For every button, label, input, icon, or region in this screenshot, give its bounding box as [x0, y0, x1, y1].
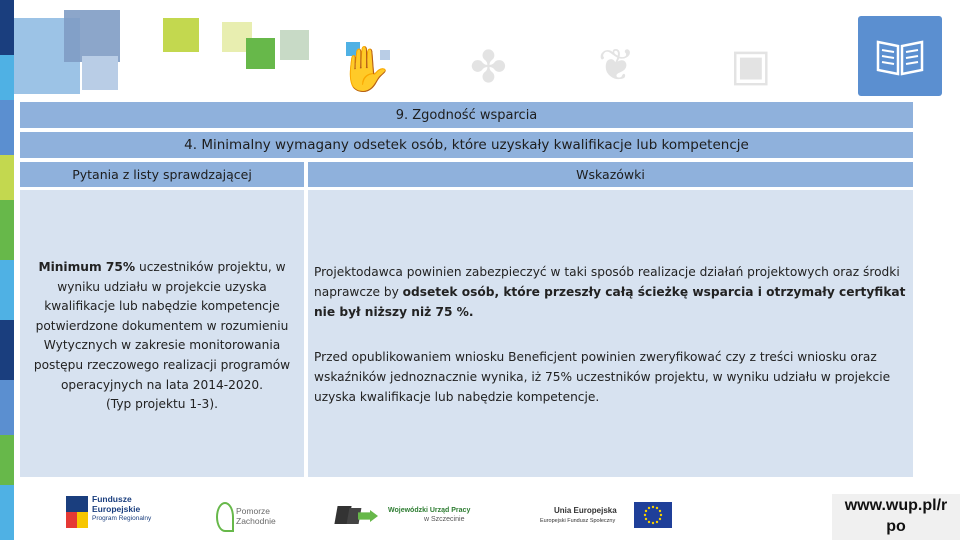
- ue-logo: [540, 500, 674, 534]
- book-icon: [858, 16, 942, 96]
- left-cell: [20, 190, 304, 477]
- right-para-1: [314, 262, 906, 322]
- leaves-icon: ❦: [598, 40, 635, 91]
- eu-stars-icon: [634, 502, 672, 528]
- fe-line3: Program Regionalny: [92, 515, 152, 522]
- url-line1: www.wup.pl/r: [844, 497, 948, 514]
- ue-line2: Europejski Fundusz Społeczny: [540, 518, 616, 524]
- deco-square: [64, 10, 120, 62]
- col-right-header: Wskazówki: [308, 162, 913, 187]
- pomorze-line1: Pomorze: [236, 506, 271, 516]
- left-color-bar: [0, 0, 14, 540]
- deco-square: [280, 30, 309, 60]
- deco-square: [163, 18, 199, 52]
- footer-url[interactable]: [832, 494, 960, 540]
- pomorze-line2: Zachodnie: [236, 516, 276, 526]
- fan-icon: ✤: [470, 42, 507, 93]
- deco-square: [82, 56, 118, 90]
- table-subtitle: 4. Minimalny wymagany odsetek osób, które uzyskały kwalifikacje lub kompetencje: [20, 132, 913, 158]
- wup-logo: [336, 500, 486, 534]
- right-p1-bold: odsetek osób, które przeszły całą ścieżkę wsparcia i otrzymały certyfikat nie był niższy niż 75 %.: [314, 285, 906, 319]
- left-bold-lead: Minimum 75%: [38, 260, 136, 274]
- col-left-header: Pytania z listy sprawdzającej: [20, 162, 304, 187]
- pomorze-logo: [216, 500, 286, 534]
- url-line2: po: [886, 518, 906, 535]
- ue-line1: Unia Europejska: [554, 506, 617, 515]
- left-note: (Typ projektu 1-3).: [106, 397, 218, 412]
- fe-line1: Fundusze: [92, 494, 132, 504]
- wup-line1: Wojewódzki Urząd Pracy: [388, 507, 471, 514]
- right-para-2: Przed opublikowaniem wniosku Beneficjent powinien zweryfikować czy z treści wniosku oraz wskaźników jednoznacznie wynika, iż 75% uczestników projektu, w wyniku udziału w projekcie uzyska kwalifikacje lub nabędzie kompetencje.: [314, 350, 891, 404]
- left-cell-text: [24, 258, 300, 415]
- left-body: uczestników projektu, w wyniku udziału w projekcie uzyska kwalifikacje lub nabędzie kompetencje potwierdzone dokumentem w rozumieniu Wytycznych w zakresie monitorowania postępu rzeczowego realizacji programów operacyjnych na lata 2014-2020.: [33, 260, 291, 392]
- fe-line2: Europejskie: [92, 504, 141, 514]
- hand-icon: ✋: [338, 44, 393, 95]
- tram-icon: ▣: [730, 40, 772, 91]
- deco-square: [246, 38, 275, 69]
- right-p1-start: Projektodawca powinien zabezpieczyć w taki sposób realizacje działań projektowych oraz środki naprawcze by: [314, 265, 900, 299]
- table-title: 9. Zgodność wsparcia: [20, 102, 913, 128]
- fe-logo: [66, 494, 166, 534]
- wup-line2: w Szczecinie: [424, 516, 465, 523]
- right-cell: [308, 190, 913, 477]
